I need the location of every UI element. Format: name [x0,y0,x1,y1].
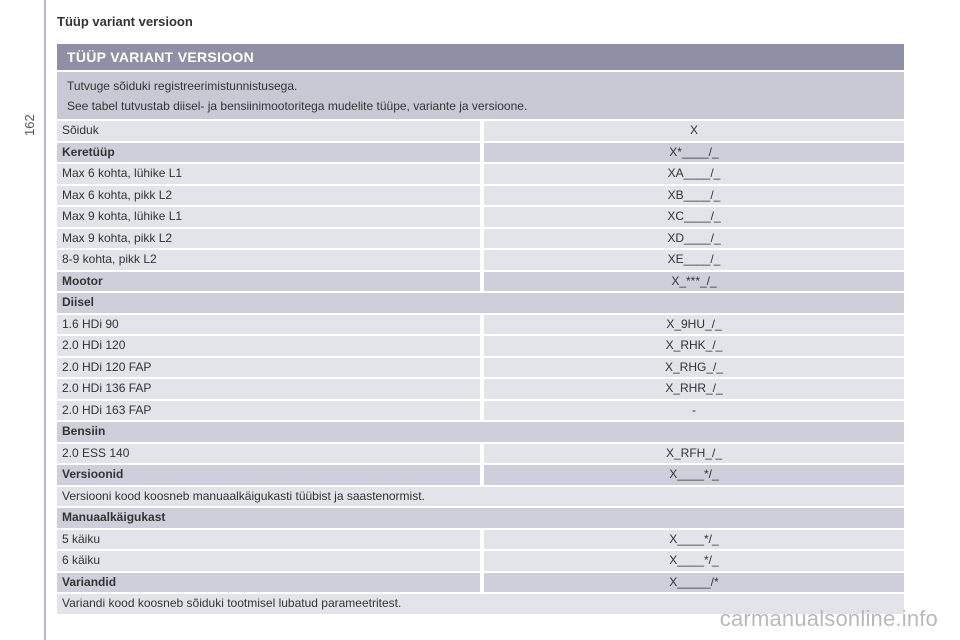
row-label: Variandi kood koosneb sõiduki tootmisel lubatud parameetritest. [57,594,904,614]
table-row [57,250,904,270]
row-code: X_RFH_/_ [484,444,904,464]
row-code: X____*/_ [484,530,904,550]
row-label: 5 käiku [57,530,480,550]
row-code: X____*/_ [484,465,904,485]
table-row [57,401,904,421]
row-label: Versiooni kood koosneb manuaalkäigukasti tüübist ja saastenormist. [57,487,904,507]
margin-rule [44,0,46,640]
row-code: XC____/_ [484,207,904,227]
row-label: Variandid [57,573,480,593]
row-code: X_____/* [484,573,904,593]
row-code: X_***_/_ [484,272,904,292]
table-section-row [57,293,904,313]
table-row [57,229,904,249]
row-label: 8-9 kohta, pikk L2 [57,250,480,270]
table-group-row [57,573,904,593]
row-label: 1.6 HDi 90 [57,315,480,335]
table-row [57,379,904,399]
table-row [57,358,904,378]
row-code: X_9HU_/_ [484,315,904,335]
table-row [57,164,904,184]
table-note-row [57,487,904,507]
row-label: Mootor [57,272,480,292]
row-label: Manuaalkäigukast [57,508,904,528]
table-row [57,315,904,335]
intro-line: Tutvuge sõiduki registreerimistunnistusega. [67,79,298,93]
page-number: 162 [22,114,37,136]
table-section-row [57,508,904,528]
table-row [57,207,904,227]
row-code: X____*/_ [484,551,904,571]
row-label: 2.0 HDi 120 FAP [57,358,480,378]
table-row [57,444,904,464]
row-code: X_RHG_/_ [484,358,904,378]
intro-box [57,72,904,119]
row-label: Keretüüp [57,143,480,163]
table-group-row [57,272,904,292]
row-code: X [484,121,904,141]
row-label: Max 6 kohta, pikk L2 [57,186,480,206]
table-row [57,186,904,206]
row-code: X*____/_ [484,143,904,163]
page-number-wrap [20,96,40,136]
row-label: 2.0 HDi 136 FAP [57,379,480,399]
table-row [57,121,904,141]
row-code: - [484,401,904,421]
row-label: Sõiduk [57,121,480,141]
watermark: carmanualsonline.info [719,606,938,631]
section-title: TÜÜP VARIANT VERSIOON [57,44,904,70]
row-label: Max 6 kohta, lühike L1 [57,164,480,184]
running-header: Tüüp variant versioon [57,14,193,29]
table-body [57,121,904,614]
row-label: 2.0 HDi 163 FAP [57,401,480,421]
row-code: XD____/_ [484,229,904,249]
row-label: 2.0 HDi 120 [57,336,480,356]
table-row [57,530,904,550]
table-row [57,551,904,571]
row-label: Max 9 kohta, pikk L2 [57,229,480,249]
row-code: XE____/_ [484,250,904,270]
intro-line: See tabel tutvustab diisel- ja bensiinimootoritega mudelite tüüpe, variante ja versioone. [67,99,528,113]
row-label: 2.0 ESS 140 [57,444,480,464]
row-code: X_RHR_/_ [484,379,904,399]
row-code: XA____/_ [484,164,904,184]
row-label: Bensiin [57,422,904,442]
row-label: 6 käiku [57,551,480,571]
table-section-row [57,422,904,442]
row-label: Diisel [57,293,904,313]
row-code: X_RHK_/_ [484,336,904,356]
version-table [57,44,904,614]
table-group-row [57,143,904,163]
table-group-row [57,465,904,485]
table-row [57,336,904,356]
row-code: XB____/_ [484,186,904,206]
row-label: Max 9 kohta, lühike L1 [57,207,480,227]
row-label: Versioonid [57,465,480,485]
